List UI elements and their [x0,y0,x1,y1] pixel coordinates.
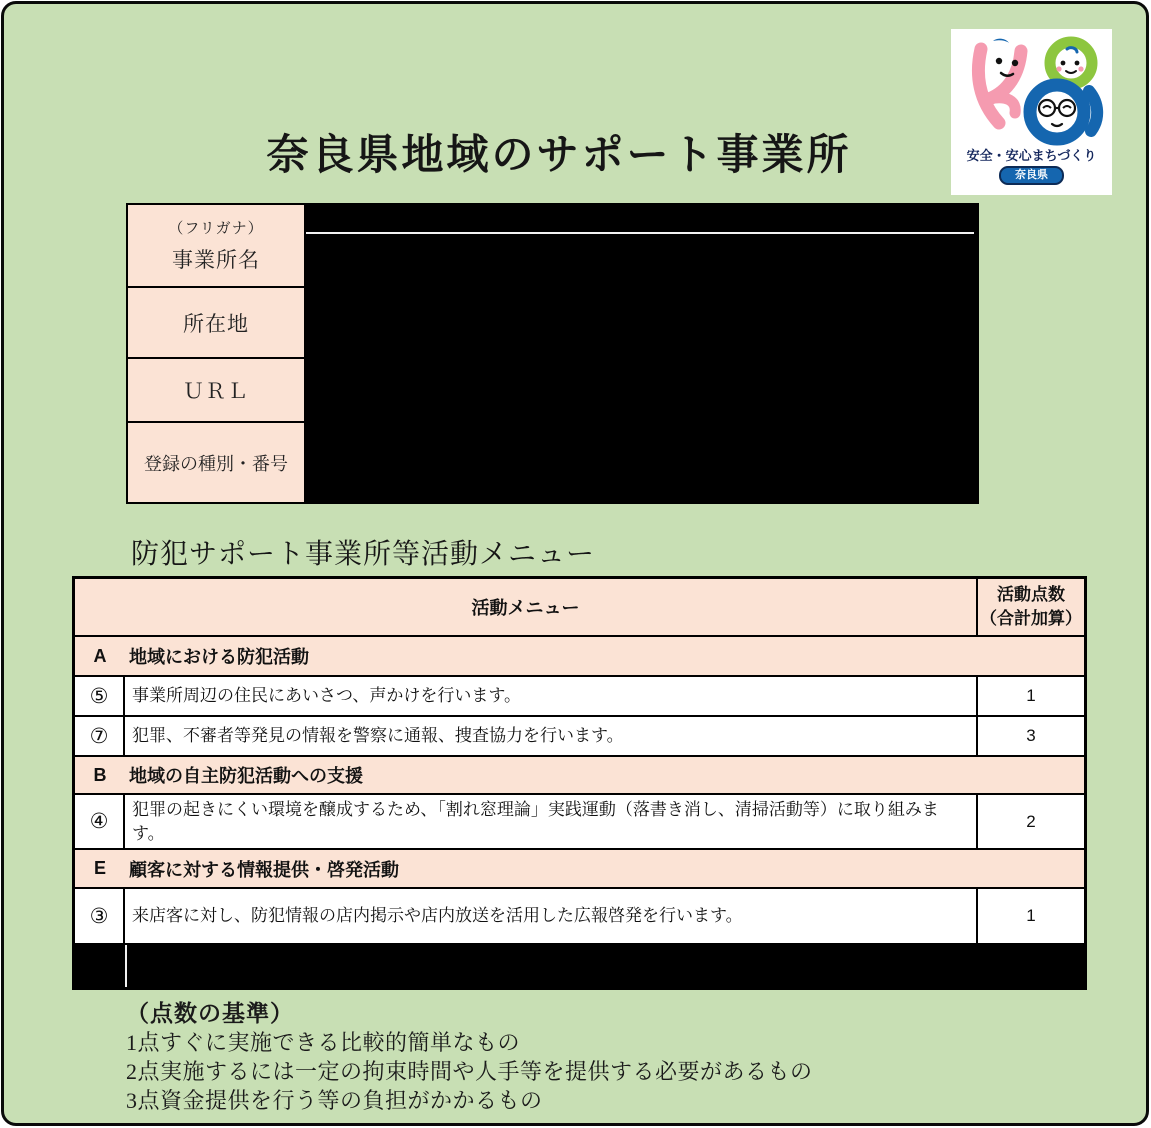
item-number: ③ [75,889,125,943]
info-label-column [128,205,304,502]
address-label: 所在地 [183,312,249,336]
section-letter: A [93,645,107,666]
info-row-name [128,205,304,288]
notes-line-1: 1点すぐに実施できる比較的簡単なもの [126,1030,521,1055]
notes-line-2: 2点実施するには一定の拘束時間や人手等を提供する必要があるもの [126,1059,813,1084]
table-row-item-3 [75,887,1084,943]
redacted-values-area [304,205,977,502]
table-row-item-7 [75,715,1084,755]
furigana-label: （フリガナ） [168,220,264,237]
info-row-address [128,288,304,359]
menu-table-header-row [75,579,1084,635]
item-description: 来店客に対し、防犯情報の店内掲示や店内放送を活用した広報啓発を行います。 [125,889,978,943]
url-label: ＵＲＬ [183,380,249,403]
redacted-row-divider [125,945,127,987]
info-row-registration [128,423,304,502]
item-points: 2 [1026,811,1036,831]
section-title: 地域の自主防犯活動への支援 [129,766,363,786]
item-number: ⑦ [75,717,125,755]
notes-heading: （点数の基準） [126,1001,294,1026]
business-info-table [126,203,979,504]
item-description: 犯罪の起きにくい環境を醸成するため、「割れ窓理論」実践運動（落書き消し、清掃活動等）に取り組みます。 [125,795,978,848]
table-row-item-4 [75,793,1084,848]
info-row-url [128,359,304,423]
logo-prefecture-badge: 奈良県 [999,166,1064,185]
section-letter: E [93,858,106,878]
redacted-table-row [75,943,1084,987]
section-letter: B [93,764,107,785]
section-row-e [75,848,1084,887]
item-points: 1 [1026,686,1036,705]
item-number: ⑤ [75,677,125,715]
section-row-a [75,635,1084,675]
activity-menu-table [72,576,1087,990]
item-description: 犯罪、不審者等発見の情報を警察に通報、捜査協力を行います。 [125,717,978,755]
notes-line-3: 3点資金提供を行う等の負担がかかるもの [126,1088,543,1113]
section-title: 顧客に対する情報提供・啓発活動 [129,859,399,880]
item-points: 3 [1026,726,1036,745]
points-column-header [978,579,1084,635]
business-name-label: 事業所名 [172,249,260,272]
section-row-b [75,755,1084,793]
scoring-notes [126,995,813,1115]
points-header-line2: （合計加算） [980,609,1082,628]
nara-safety-logo [951,29,1112,195]
item-number: ④ [75,795,125,848]
item-points: 1 [1026,906,1036,925]
page-title: 奈良県地域のサポート事業所 [266,131,852,178]
menu-column-header: 活動メニュー [75,579,978,635]
points-header-line1: 活動点数 [997,585,1065,604]
mascot-illustration [959,35,1104,147]
furigana-separator-line [306,232,974,234]
document-page [1,1,1149,1126]
logo-caption: 安全・安心まちづくり [966,148,1097,163]
section-title: 地域における防犯活動 [129,647,309,667]
menu-section-heading: 防犯サポート事業所等活動メニュー [131,538,596,569]
registration-label: 登録の種別・番号 [144,453,288,474]
item-description: 事業所周辺の住民にあいさつ、声かけを行います。 [125,677,978,715]
table-row-item-5 [75,675,1084,715]
